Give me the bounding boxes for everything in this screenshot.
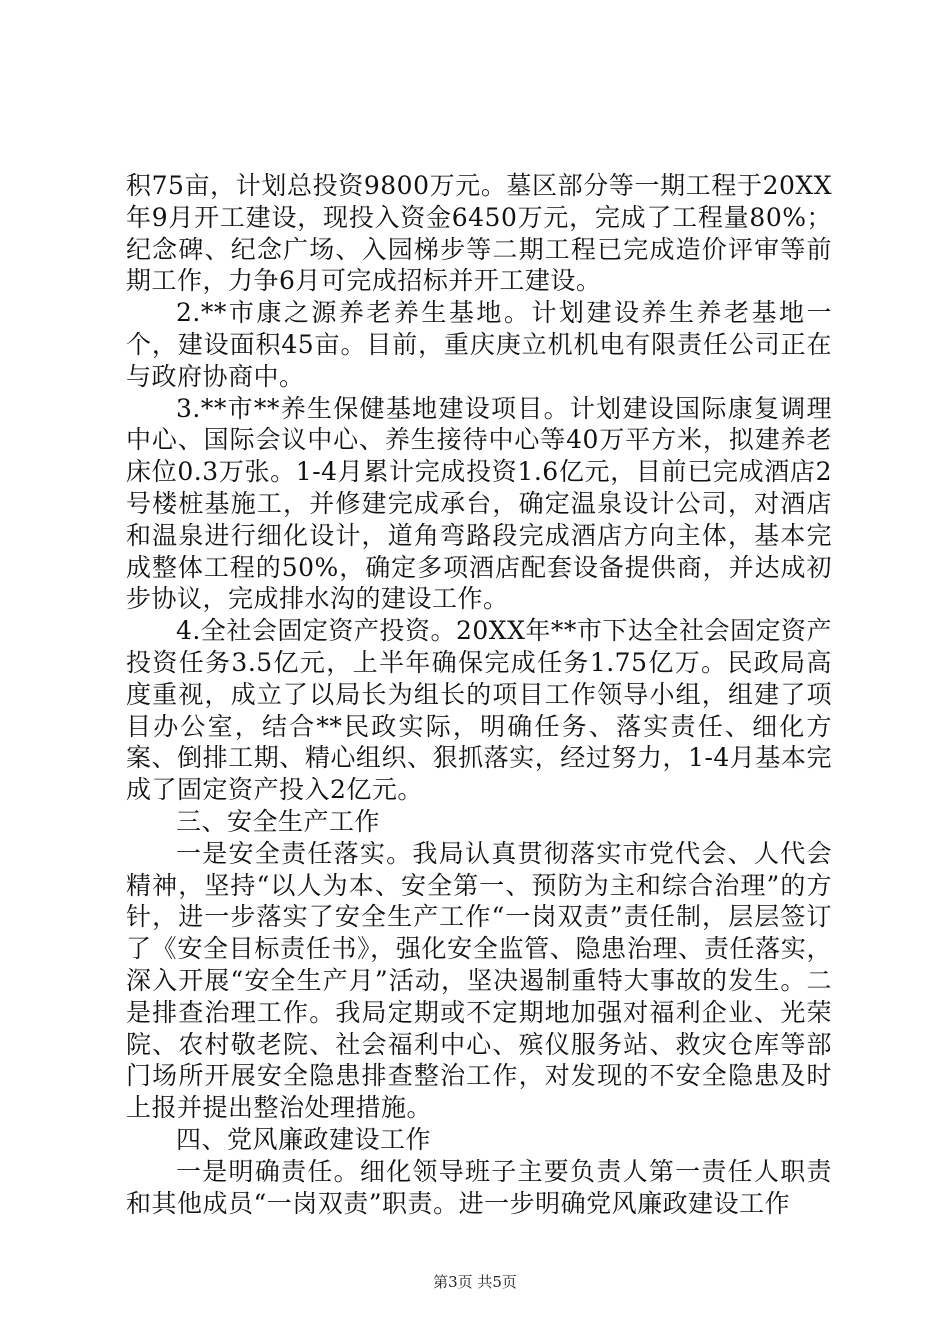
page-number-footer: 第3页 共5页 <box>433 1273 517 1291</box>
document-body <box>126 170 832 1219</box>
section-heading-integrity: 四、党风廉政建设工作 <box>176 1124 432 1154</box>
paragraph-project-3: 3.**市**养生保健基地建设项目。计划建设国际康复调理中心、国际会议中心、养生接待中心等40万平方米，拟建养老床位0.3万张。1-4月累计完成投资1.6亿元，目前已完成酒店2号楼桩基施工，并修建完成承台，确定温泉设计公司，对酒店和温泉进行细化设计，道角弯路段完成酒店方向主体，基本完成整体工程的50%，确定多项酒店配套设备提供商，并达成初步协议，完成排水沟的建设工作。 <box>126 393 832 614</box>
paragraph-integrity: 一是明确责任。细化领导班子主要负责人第一责任人职责和其他成员“一岗双责”职责。进一步明确党风廉政建设工作 <box>126 1156 832 1218</box>
section-heading-safety: 三、安全生产工作 <box>176 806 381 836</box>
paragraph-project-1-continued: 积75亩，计划总投资9800万元。墓区部分等一期工程于20XX年9月开工建设，现投入资金6450万元，完成了工程量80%；纪念碑、纪念广场、入园梯步等二期工程已完成造价评审等前期工作，力争6月可完成招标并开工建设。 <box>126 171 832 296</box>
paragraph-fixed-asset-investment: 4.全社会固定资产投资。20XX年**市下达全社会固定资产投资任务3.5亿元，上半年确保完成任务1.75亿万。民政局高度重视，成立了以局长为组长的项目工作领导小组，组建了项目办公室，结合**民政实际，明确任务、落实责任、细化方案、倒排工期、精心组织、狠抓落实，经过努力，1-4月基本完成了固定资产投入2亿元。 <box>126 616 832 805</box>
paragraph-safety: 一是安全责任落实。我局认真贯彻落实市党代会、人代会精神，坚持“以人为本、安全第一、预防为主和综合治理”的方针，进一步落实了安全生产工作“一岗双责”责任制，层层签订了《安全目标责任书》，强化安全监管、隐患治理、责任落实，深入开展“安全生产月”活动，坚决遏制重特大事故的发生。二是排查治理工作。我局定期或不定期地加强对福利企业、光荣院、农村敬老院、社会福利中心、殡仪服务站、救灾仓库等部门场所开展安全隐患排查整治工作，对发现的不安全隐患及时上报并提出整治处理措施。 <box>126 838 832 1123</box>
paragraph-project-2: 2.**市康之源养老养生基地。计划建设养生养老基地一个，建设面积45亩。目前，重庆庚立机机电有限责任公司正在与政府协商中。 <box>126 298 832 391</box>
